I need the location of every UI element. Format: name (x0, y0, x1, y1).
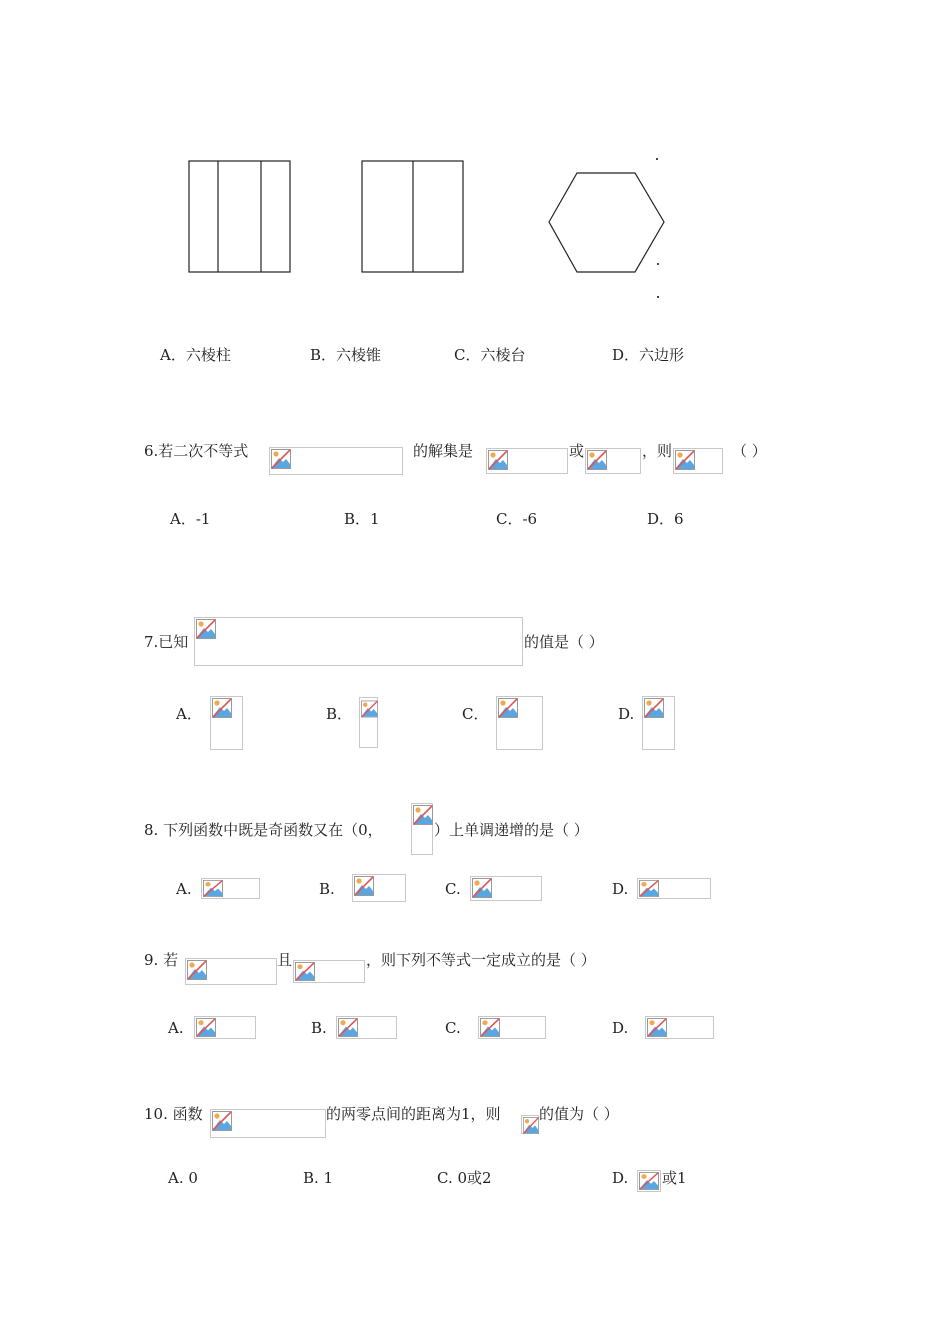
broken-image-icon (585, 448, 641, 474)
q10-mid: 的两零点间的距离为1，则 (326, 1105, 501, 1123)
broken-image-icon (194, 1016, 256, 1039)
broken-image-icon (645, 1016, 714, 1039)
q8-prefix: 8. 下列函数中既是奇函数又在（0， (144, 821, 383, 839)
q8-option-a: A. (176, 880, 192, 898)
top-view-hexagon (546, 170, 668, 276)
broken-image-icon (486, 448, 568, 474)
front-view-figure (188, 160, 292, 274)
q8-option-c: C. (445, 880, 461, 898)
q9-option-b: B. (311, 1019, 327, 1037)
q7-option-d: D. (618, 705, 635, 723)
broken-image-icon (411, 803, 433, 855)
broken-image-icon (194, 617, 523, 666)
option-a: A．六棱柱 (160, 346, 231, 364)
q10-suffix: 的值为（ ） (539, 1105, 619, 1123)
q6-option-a: A．-1 (170, 510, 211, 528)
q8-option-b: B. (319, 880, 335, 898)
broken-image-icon (201, 878, 260, 899)
q9-and: 且 (277, 951, 293, 969)
broken-image-icon (478, 1016, 546, 1039)
broken-image-icon (293, 960, 365, 983)
q10-option-c: C. 0或2 (437, 1169, 492, 1187)
q9-option-d: D. (612, 1019, 629, 1037)
q9-suffix: ，则下列不等式一定成立的是（ ） (366, 951, 596, 969)
q9-option-a: A. (168, 1019, 184, 1037)
broken-image-icon (642, 696, 675, 750)
q9-prefix: 9. 若 (144, 951, 179, 969)
q6-paren: （ ） (732, 442, 767, 460)
broken-image-icon (269, 447, 403, 475)
q10-option-b: B. 1 (303, 1169, 334, 1187)
option-d: D．六边形 (612, 346, 685, 364)
q7-option-a: A． (176, 705, 202, 723)
q6-or: 或 (569, 442, 585, 460)
option-b: B．六棱锥 (310, 346, 382, 364)
broken-image-icon (673, 448, 723, 474)
q7-prefix: 7.已知 (144, 633, 189, 651)
q6-option-c: C．-6 (496, 510, 538, 528)
dot-mark (657, 263, 659, 265)
broken-image-icon (336, 1016, 397, 1039)
broken-image-icon (637, 1170, 661, 1192)
broken-image-icon (521, 1115, 539, 1134)
q8-suffix: ）上单调递增的是（ ） (434, 821, 589, 839)
q7-option-b: B． (326, 705, 353, 723)
broken-image-icon (470, 876, 542, 901)
q9-option-c: C. (445, 1019, 461, 1037)
option-c: C．六棱台 (454, 346, 526, 364)
q7-option-c: C． (462, 705, 489, 723)
side-view-figure (361, 160, 465, 274)
broken-image-icon (637, 878, 711, 899)
q6-prefix: 6.若二次不等式 (144, 442, 249, 460)
q6-option-d: D．6 (647, 510, 684, 528)
broken-image-icon (210, 696, 243, 750)
broken-image-icon (496, 696, 543, 750)
q7-suffix: 的值是（ ） (524, 633, 604, 651)
broken-image-icon (359, 697, 378, 748)
dot-mark (657, 296, 659, 298)
q6-then: ，则 (642, 442, 673, 460)
broken-image-icon (352, 874, 406, 902)
q10-option-a: A. 0 (168, 1169, 198, 1187)
q10-option-d: D. (612, 1169, 629, 1187)
broken-image-icon (210, 1109, 326, 1138)
dot-mark (656, 158, 658, 160)
q10-prefix: 10. 函数 (144, 1105, 203, 1123)
q6-option-b: B．1 (344, 510, 380, 528)
broken-image-icon (185, 958, 277, 985)
q8-option-d: D. (612, 880, 629, 898)
q10-option-d-suffix: 或1 (662, 1169, 687, 1187)
q6-mid: 的解集是 (413, 442, 474, 460)
